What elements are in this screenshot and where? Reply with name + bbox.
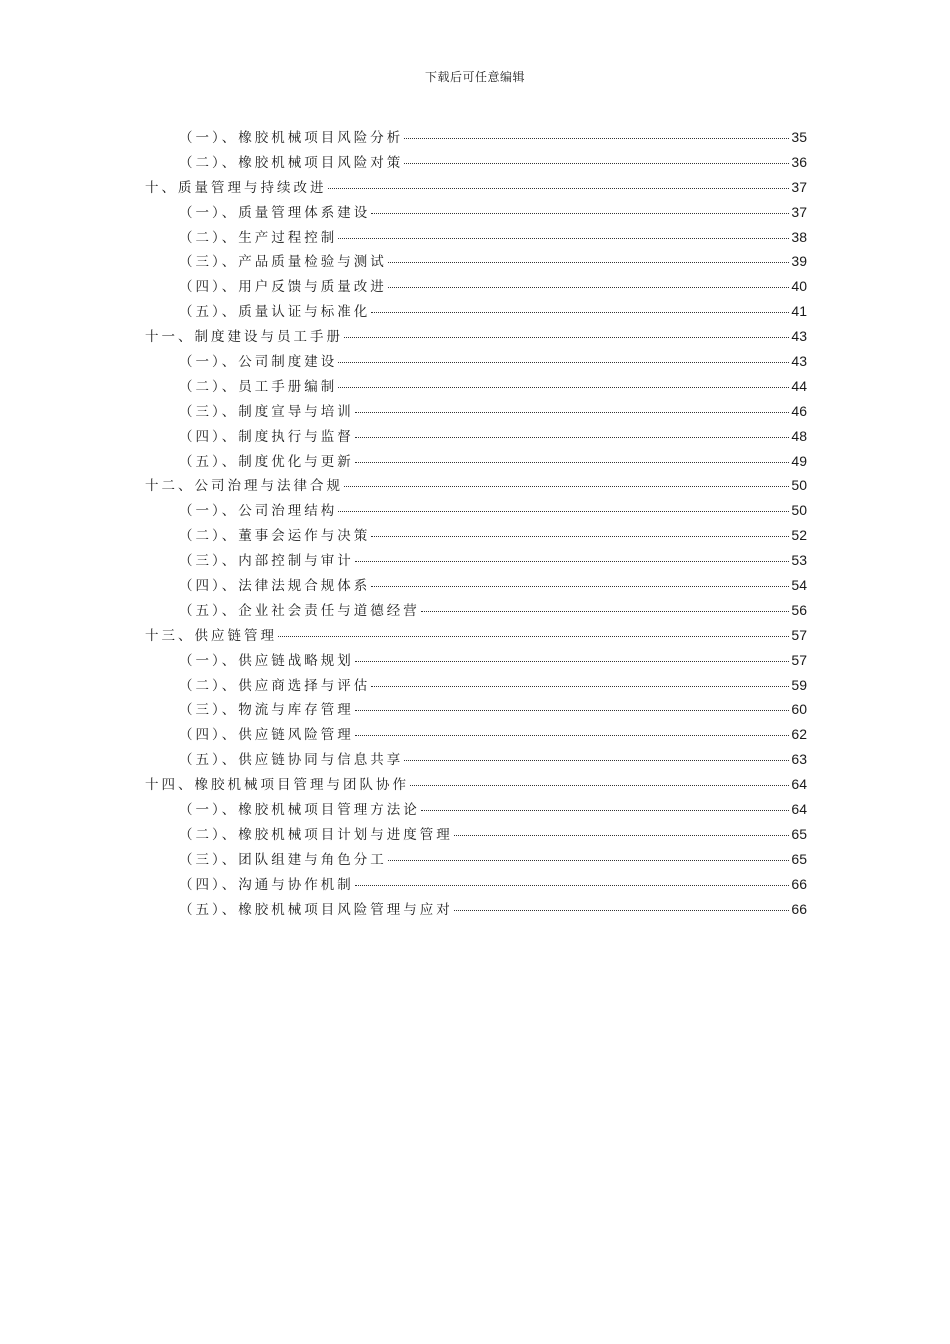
toc-leader-dots xyxy=(338,386,789,388)
toc-entry-page-number: 37 xyxy=(791,203,807,220)
toc-entry[interactable] xyxy=(145,449,807,474)
toc-leader-dots xyxy=(355,411,790,413)
toc-entry[interactable] xyxy=(145,673,807,698)
toc-entry[interactable] xyxy=(145,200,807,225)
toc-entry-title: 十三、供应链管理 xyxy=(145,627,277,644)
toc-leader-dots xyxy=(454,834,790,836)
toc-entry[interactable] xyxy=(145,150,807,175)
toc-entry[interactable] xyxy=(145,797,807,822)
toc-leader-dots xyxy=(355,560,790,562)
toc-entry-page-number: 43 xyxy=(791,353,807,370)
toc-entry[interactable] xyxy=(145,349,807,374)
toc-entry-page-number: 54 xyxy=(791,577,807,594)
toc-entry-page-number: 66 xyxy=(791,900,807,917)
toc-entry-page-number: 64 xyxy=(791,776,807,793)
toc-entry-title: 十四、橡胶机械项目管理与团队协作 xyxy=(145,777,409,794)
toc-leader-dots xyxy=(421,610,790,612)
toc-entry-title: （三）、制度宣导与培训 xyxy=(179,403,354,420)
toc-entry-page-number: 40 xyxy=(791,278,807,295)
toc-entry[interactable] xyxy=(145,424,807,449)
toc-entry-title: （四）、沟通与协作机制 xyxy=(179,876,354,893)
toc-leader-dots xyxy=(421,809,790,811)
toc-leader-dots xyxy=(338,361,789,363)
toc-entry-page-number: 57 xyxy=(791,651,807,668)
toc-entry-title: （三）、产品质量检验与测试 xyxy=(179,254,387,271)
page-header: 下载后可任意编辑 xyxy=(424,70,525,84)
toc-leader-dots xyxy=(388,859,790,861)
toc-entry[interactable] xyxy=(145,573,807,598)
toc-entry-page-number: 41 xyxy=(791,303,807,320)
toc-entry-title: （一）、供应链战略规划 xyxy=(179,652,354,669)
toc-leader-dots xyxy=(355,884,790,886)
toc-leader-dots xyxy=(371,685,789,687)
toc-entry-title: （二）、供应商选择与评估 xyxy=(179,677,371,694)
toc-leader-dots xyxy=(338,510,789,512)
toc-entry[interactable] xyxy=(145,324,807,349)
toc-entry-page-number: 57 xyxy=(791,626,807,643)
toc-entry-title: （二）、橡胶机械项目计划与进度管理 xyxy=(179,826,453,843)
toc-entry[interactable] xyxy=(145,722,807,747)
toc-entry-title: （三）、内部控制与审计 xyxy=(179,553,354,570)
toc-entry-page-number: 66 xyxy=(791,875,807,892)
toc-entry[interactable] xyxy=(145,648,807,673)
toc-entry-title: （四）、法律法规合规体系 xyxy=(179,578,371,595)
toc-entry[interactable] xyxy=(145,872,807,897)
toc-entry[interactable] xyxy=(145,697,807,722)
toc-leader-dots xyxy=(344,336,789,338)
toc-entry-page-number: 37 xyxy=(791,178,807,195)
toc-entry-page-number: 50 xyxy=(791,502,807,519)
toc-leader-dots xyxy=(371,311,789,313)
toc-entry-title: （二）、董事会运作与决策 xyxy=(179,528,371,545)
toc-entry-page-number: 60 xyxy=(791,701,807,718)
toc-entry-title: （五）、企业社会责任与道德经营 xyxy=(179,602,420,619)
toc-leader-dots xyxy=(404,137,789,139)
toc-entry[interactable] xyxy=(145,175,807,200)
toc-entry-title: （二）、生产过程控制 xyxy=(179,229,338,246)
toc-entry-page-number: 65 xyxy=(791,825,807,842)
toc-entry[interactable] xyxy=(145,897,807,922)
toc-entry-page-number: 65 xyxy=(791,850,807,867)
toc-entry-title: （五）、供应链协同与信息共享 xyxy=(179,752,404,769)
toc-entry-title: （二）、员工手册编制 xyxy=(179,378,338,395)
toc-entry[interactable] xyxy=(145,548,807,573)
toc-entry-page-number: 49 xyxy=(791,452,807,469)
toc-entry-title: （五）、质量认证与标准化 xyxy=(179,304,371,321)
toc-leader-dots xyxy=(410,784,789,786)
toc-entry-title: 十、质量管理与持续改进 xyxy=(145,179,327,196)
toc-leader-dots xyxy=(404,162,789,164)
toc-entry-page-number: 64 xyxy=(791,801,807,818)
toc-leader-dots xyxy=(355,461,790,463)
toc-entry-page-number: 50 xyxy=(791,477,807,494)
toc-entry[interactable] xyxy=(145,772,807,797)
toc-entry[interactable] xyxy=(145,125,807,150)
toc-entry-title: （一）、质量管理体系建设 xyxy=(179,204,371,221)
toc-leader-dots xyxy=(355,709,790,711)
toc-entry-title: （二）、橡胶机械项目风险对策 xyxy=(179,154,404,171)
toc-entry[interactable] xyxy=(145,399,807,424)
toc-leader-dots xyxy=(328,187,790,189)
toc-leader-dots xyxy=(371,535,789,537)
toc-leader-dots xyxy=(344,485,789,487)
toc-entry-title: 十二、公司治理与法律合规 xyxy=(145,478,343,495)
toc-entry-page-number: 52 xyxy=(791,527,807,544)
toc-entry-page-number: 35 xyxy=(791,129,807,145)
toc-entry-title: （三）、物流与库存管理 xyxy=(179,702,354,719)
toc-entry-title: （三）、团队组建与角色分工 xyxy=(179,851,387,868)
toc-entry[interactable] xyxy=(145,623,807,648)
toc-entry[interactable] xyxy=(145,225,807,250)
toc-entry-page-number: 53 xyxy=(791,552,807,569)
toc-leader-dots xyxy=(371,585,789,587)
toc-entry[interactable] xyxy=(145,299,807,324)
toc-entry[interactable] xyxy=(145,274,807,299)
toc-entry[interactable] xyxy=(145,822,807,847)
toc-entry[interactable] xyxy=(145,249,807,274)
table-of-contents xyxy=(145,125,807,922)
toc-entry-title: 十一、制度建设与员工手册 xyxy=(145,329,343,346)
toc-leader-dots xyxy=(278,635,789,637)
toc-entry-page-number: 38 xyxy=(791,228,807,245)
toc-leader-dots xyxy=(404,759,789,761)
toc-entry-title: （一）、公司治理结构 xyxy=(179,503,338,520)
toc-entry[interactable] xyxy=(145,473,807,498)
toc-entry-title: （四）、用户反馈与质量改进 xyxy=(179,279,387,296)
toc-leader-dots xyxy=(355,660,790,662)
toc-entry[interactable] xyxy=(145,598,807,623)
toc-leader-dots xyxy=(338,237,789,239)
toc-entry-page-number: 63 xyxy=(791,751,807,768)
toc-entry[interactable] xyxy=(145,747,807,772)
toc-leader-dots xyxy=(371,212,789,214)
toc-leader-dots xyxy=(388,286,790,288)
toc-leader-dots xyxy=(388,261,790,263)
toc-leader-dots xyxy=(454,909,790,911)
toc-entry-page-number: 46 xyxy=(791,402,807,419)
toc-entry-page-number: 44 xyxy=(791,377,807,394)
toc-leader-dots xyxy=(355,734,790,736)
toc-entry-title: （一）、橡胶机械项目风险分析 xyxy=(179,130,404,146)
toc-entry-title: （一）、公司制度建设 xyxy=(179,354,338,371)
toc-entry[interactable] xyxy=(145,498,807,523)
toc-entry-page-number: 48 xyxy=(791,427,807,444)
toc-entry-page-number: 56 xyxy=(791,601,807,618)
toc-entry-page-number: 59 xyxy=(791,676,807,693)
toc-leader-dots xyxy=(355,436,790,438)
toc-entry-title: （一）、橡胶机械项目管理方法论 xyxy=(179,802,420,819)
toc-entry-page-number: 62 xyxy=(791,726,807,743)
toc-entry-title: （五）、橡胶机械项目风险管理与应对 xyxy=(179,901,453,918)
toc-entry-page-number: 43 xyxy=(791,328,807,345)
toc-entry[interactable] xyxy=(145,847,807,872)
toc-entry-page-number: 39 xyxy=(791,253,807,270)
toc-entry-title: （五）、制度优化与更新 xyxy=(179,453,354,470)
toc-entry[interactable] xyxy=(145,523,807,548)
toc-entry-page-number: 36 xyxy=(791,153,807,170)
toc-entry[interactable] xyxy=(145,374,807,399)
toc-entry-title: （四）、制度执行与监督 xyxy=(179,428,354,445)
toc-entry-title: （四）、供应链风险管理 xyxy=(179,727,354,744)
